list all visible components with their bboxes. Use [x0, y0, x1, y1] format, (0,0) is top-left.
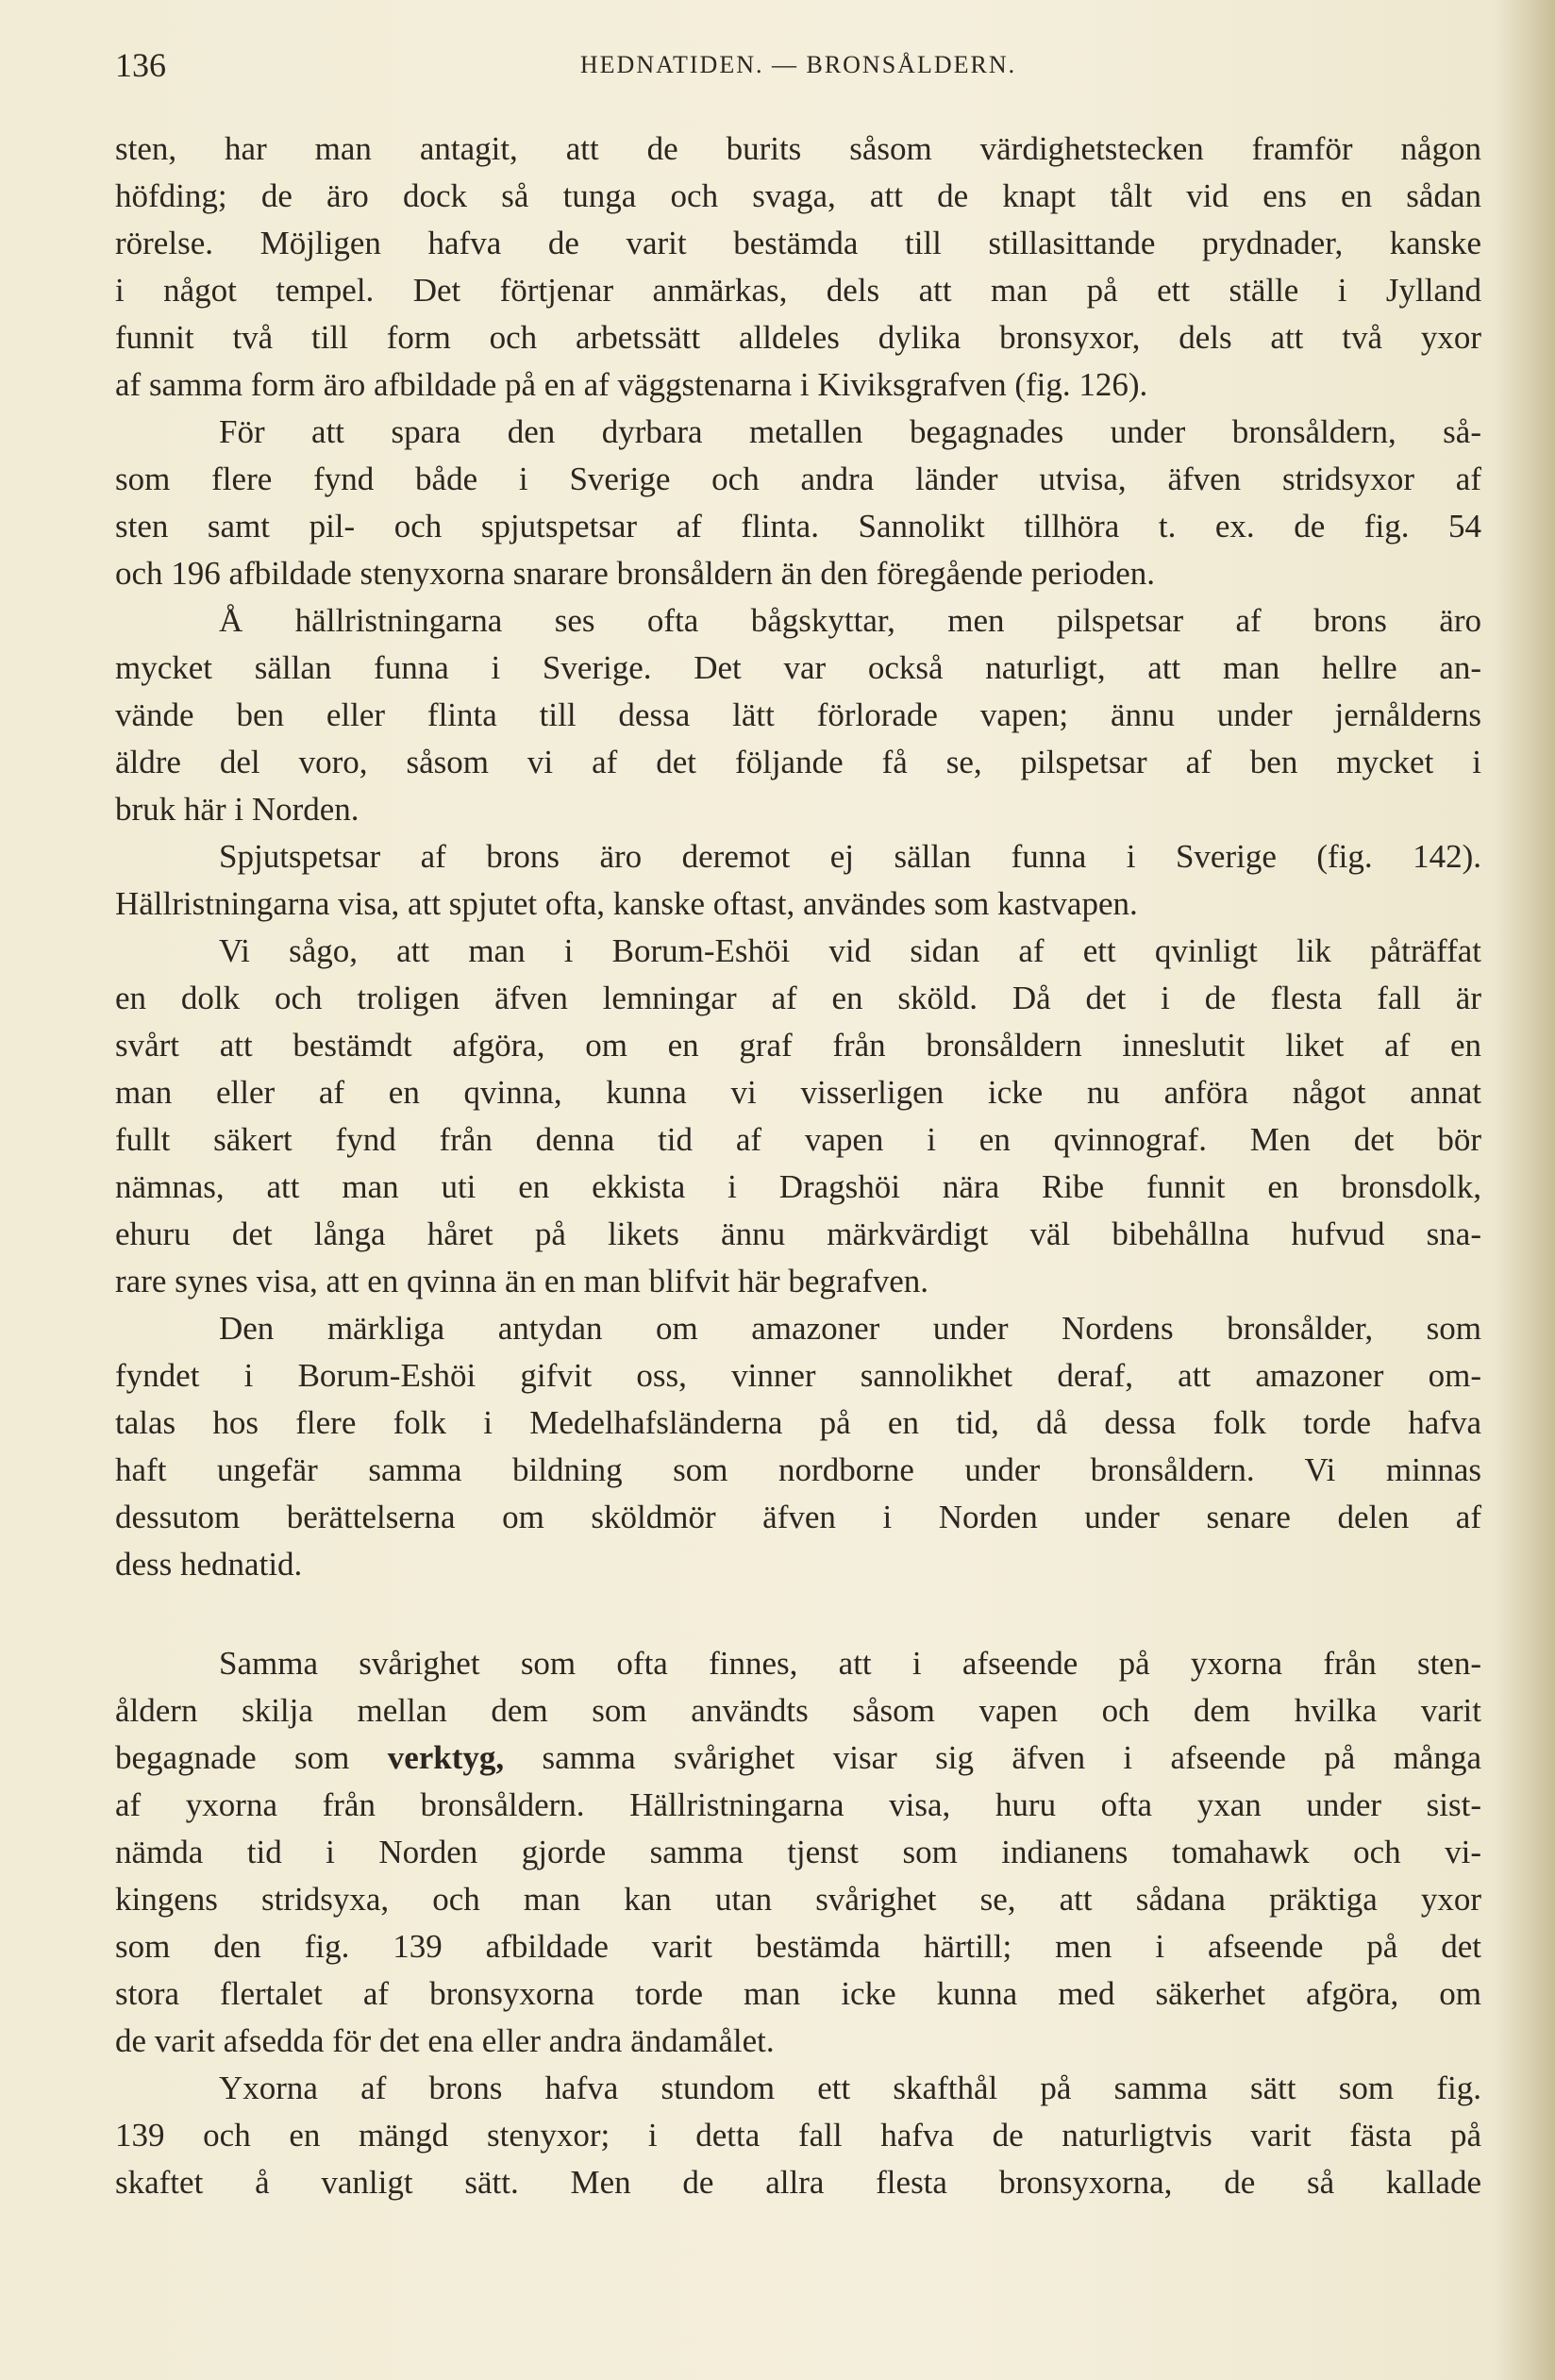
text-line: talas hos flere folk i Medelhafsländerna på en tid, då dessa folk torde hafva	[115, 1404, 1481, 1441]
text-line: skaftet å vanligt sätt. Men de allra flesta bronsyxorna, de så kallade	[115, 2164, 1481, 2201]
paragraph	[115, 928, 1481, 1305]
paragraph	[115, 833, 1481, 928]
text-line: som den fig. 139 afbildade varit bestämda härtill; men i afseende på det	[115, 1928, 1481, 1965]
text-line: Spjutspetsar af brons äro deremot ej sällan funna i Sverige (fig. 142).	[219, 838, 1481, 875]
text-line: rörelse. Möjligen hafva de varit bestämda till stillasittande prydnader, kanske	[115, 225, 1481, 261]
text-line: och 196 afbildade stenyxorna snarare bronsåldern än den föregående perioden.	[115, 555, 1156, 592]
text-line: begagnade som verktyg, samma svårighet visar sig äfven i afseende på många	[115, 1739, 1482, 1776]
emphasized-word: verktyg,	[387, 1739, 505, 1776]
text-line: en dolk och troligen äfven lemningar af en sköld. Då det i de flesta fall är	[115, 980, 1481, 1016]
paragraph	[115, 1640, 1481, 2065]
text-line: sten samt pil- och spjutspetsar af flinta. Sannolikt tillhöra t. ex. de fig. 54	[115, 508, 1481, 545]
text-line: ehuru det långa håret på likets ännu märkvärdigt väl bibehållna hufvud sna-	[115, 1215, 1481, 1252]
text-line: 139 och en mängd stenyxor; i detta fall hafva de naturligtvis varit fästa på	[115, 2117, 1481, 2154]
text-line: Vi sågo, att man i Borum-Eshöi vid sidan af ett qvinligt lik påträffat	[219, 932, 1481, 969]
text-line: höfding; de äro dock så tunga och svaga, att de knapt tålt vid ens en sådan	[115, 177, 1481, 214]
paragraph	[115, 409, 1481, 597]
text-line: åldern skilja mellan dem som användts såsom vapen och dem hvilka varit	[115, 1692, 1481, 1729]
text-line: fyndet i Borum-Eshöi gifvit oss, vinner sannolikhet deraf, att amazoner om-	[115, 1357, 1481, 1394]
paragraph	[115, 126, 1481, 409]
text-line: rare synes visa, att en qvinna än en man blifvit här begrafven.	[115, 1263, 929, 1299]
text-line: fullt säkert fynd från denna tid af vapen i en qvinnograf. Men det bör	[115, 1121, 1481, 1158]
running-title: HEDNATIDEN. — BRONSÅLDERN.	[579, 51, 1017, 78]
text-line: För att spara den dyrbara metallen begagnades under bronsåldern, så-	[219, 413, 1481, 450]
text-line: dess hednatid.	[115, 1546, 303, 1583]
text-line: Yxorna af brons hafva stundom ett skafthål på samma sätt som fig.	[219, 2070, 1481, 2106]
text-line: svårt att bestämdt afgöra, om en graf från bronsåldern inneslutit liket af en	[115, 1027, 1481, 1064]
page-number: 136	[115, 46, 166, 84]
text-line: bruk här i Norden.	[115, 791, 359, 828]
text-line: nämnas, att man uti en ekkista i Dragshöi nära Ribe funnit en bronsdolk,	[115, 1168, 1481, 1205]
text-line: Samma svårighet som ofta finnes, att i afseende på yxorna från sten-	[219, 1645, 1481, 1682]
text-line: Den märkliga antydan om amazoner under Nordens bronsålder, som	[219, 1310, 1481, 1347]
text-line: som flere fynd både i Sverige och andra länder utvisa, äfven stridsyxor af	[115, 461, 1481, 497]
paragraph	[115, 597, 1481, 833]
paragraph	[115, 1305, 1481, 1588]
text-line: sten, har man antagit, att de burits såsom värdighetstecken framför någon	[115, 130, 1481, 167]
text-line: stora flertalet af bronsyxorna torde man icke kunna med säkerhet afgöra, om	[115, 1975, 1481, 2012]
text-line: äldre del voro, såsom vi af det följande få se, pilspetsar af ben mycket i	[115, 744, 1481, 780]
body-text	[115, 126, 1481, 2206]
text-line: af yxorna från bronsåldern. Hällristningarna visa, huru ofta yxan under sist-	[115, 1786, 1481, 1823]
text-line: man eller af en qvinna, kunna vi visserligen icke nu anföra något annat	[115, 1074, 1481, 1111]
text-line: Hällristningarna visa, att spjutet ofta, kanske oftast, användes som kastvapen.	[115, 885, 1138, 922]
text-line: kingens stridsyxa, och man kan utan svårighet se, att sådana präktiga yxor	[115, 1881, 1481, 1918]
text-line: Å hällristningarna ses ofta bågskyttar, men pilspetsar af brons äro	[219, 602, 1481, 639]
text-line: i något tempel. Det förtjenar anmärkas, dels att man på ett ställe i Jylland	[115, 272, 1481, 309]
text-line: de varit afsedda för det ena eller andra ändamålet.	[115, 2022, 775, 2059]
text-line: af samma form äro afbildade på en af väggstenarna i Kiviksgrafven (fig. 126).	[115, 366, 1148, 403]
text-line: dessutom berättelserna om sköldmör äfven i Norden under senare delen af	[115, 1499, 1481, 1535]
text-line: vände ben eller flinta till dessa lätt förlorade vapen; ännu under jernålderns	[115, 696, 1481, 733]
page-header	[115, 45, 1481, 87]
text-line: nämda tid i Norden gjorde samma tjenst som indianens tomahawk och vi-	[115, 1834, 1481, 1870]
text-line: haft ungefär samma bildning som nordborne under bronsåldern. Vi minnas	[115, 1451, 1481, 1488]
text-line: funnit två till form och arbetssätt alldeles dylika bronsyxor, dels att två yxor	[115, 319, 1481, 356]
paragraph	[115, 2065, 1481, 2206]
text-line: mycket sällan funna i Sverige. Det var också naturligt, att man hellre an-	[115, 649, 1481, 686]
